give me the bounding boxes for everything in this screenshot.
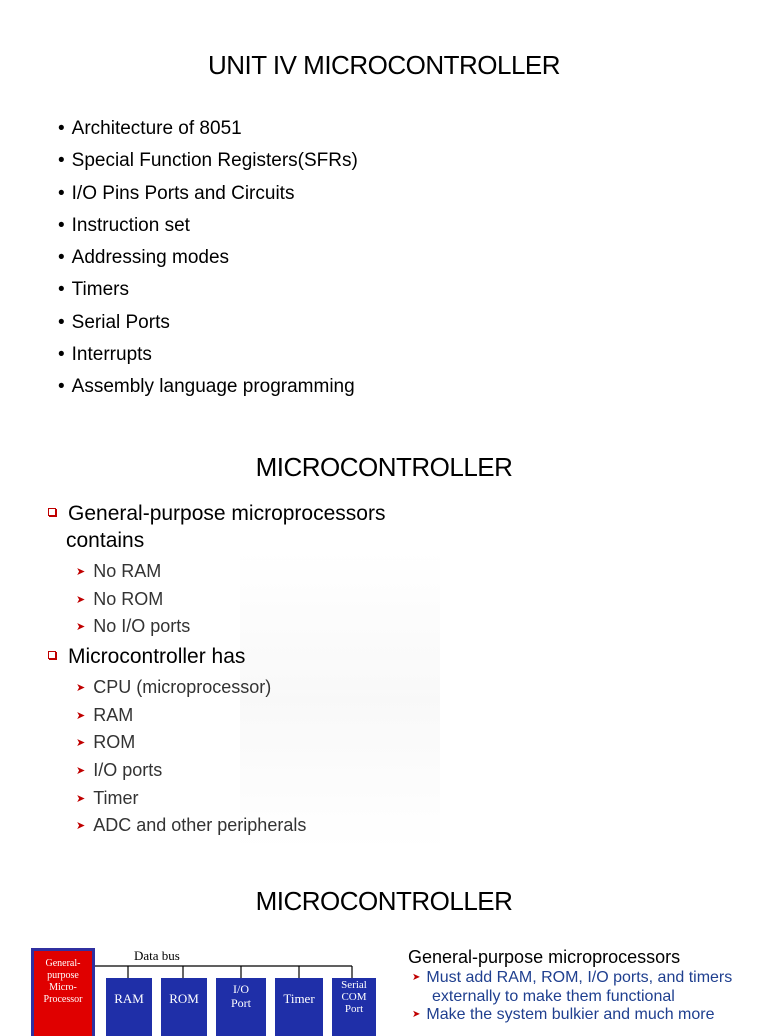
list-item: • Interrupts [58, 342, 358, 374]
notes-heading: General-purpose microprocessors [408, 947, 681, 967]
rom-block [161, 978, 207, 1036]
microprocessor-lacks-list [76, 560, 190, 643]
list-item: ➤ No ROM [76, 588, 164, 609]
list-item: ➤ Timer [76, 787, 139, 808]
list-item: ➤ ADC and other peripherals [76, 815, 307, 836]
list-item: • Architecture of 8051 [58, 116, 358, 148]
slide-title: MICROCONTROLLER [255, 452, 513, 482]
cpu-label-line: Processor [43, 994, 83, 1005]
cpu-label-line: General- [45, 958, 81, 969]
arrow-bullet-icon: ➤ [76, 682, 86, 694]
list-item: ➤ No RAM [76, 561, 162, 581]
list-item: ➤ Make the system bulkier and much more [412, 1006, 715, 1023]
block-label: Serial [341, 979, 367, 991]
timer-block [275, 978, 323, 1036]
arrow-bullet-icon: ➤ [412, 972, 421, 983]
list-item: • I/O Pins Ports and Circuits [58, 181, 358, 213]
cpu-label-line: purpose [47, 970, 79, 981]
list-item: • Instruction set [58, 213, 358, 245]
list-item: • Timers [58, 277, 358, 309]
slide-microcontroller-definition [0, 430, 768, 860]
topic-list [58, 116, 358, 407]
block-label: Timer [283, 991, 315, 1006]
block-label: COM [341, 991, 367, 1003]
list-item: ➤ No I/O ports [76, 616, 191, 637]
list-item: ➤ RAM [76, 704, 134, 725]
list-item: ➤ Must add RAM, ROM, I/O ports, and timers externally to make them functional [412, 969, 733, 1005]
group-heading-microprocessor: General-purpose microprocessors [48, 500, 385, 527]
arrow-bullet-icon: ➤ [76, 566, 86, 578]
block-label: Port [344, 1003, 364, 1015]
arrow-bullet-icon: ➤ [76, 765, 86, 778]
list-item: ➤ ROM [76, 732, 136, 753]
list-item: • Addressing modes [58, 245, 358, 277]
microprocessor-system-diagram [28, 946, 378, 1036]
square-bullet-icon [48, 651, 56, 659]
block-label: ROM [169, 991, 199, 1006]
cpu-label-line: Micro- [49, 982, 77, 993]
list-item: ➤ I/O ports [76, 760, 163, 781]
block-label: I/O [233, 982, 249, 996]
arrow-bullet-icon: ➤ [412, 1009, 421, 1020]
ram-block [106, 978, 152, 1036]
slide-unit-overview [0, 0, 768, 430]
block-label: RAM [114, 991, 144, 1006]
group-heading-continuation: contains [66, 529, 145, 552]
group-heading-microcontroller: Microcontroller has [48, 643, 245, 670]
list-item: • Special Function Registers(SFRs) [58, 148, 358, 180]
list-item: • Serial Ports [58, 310, 358, 342]
slide-title: MICROCONTROLLER [255, 886, 513, 916]
arrow-bullet-icon: ➤ [76, 709, 86, 722]
arrow-bullet-icon: ➤ [76, 621, 86, 634]
block-label: Port [230, 996, 252, 1010]
arrow-bullet-icon: ➤ [76, 737, 86, 750]
data-bus-label: Data bus [134, 948, 180, 963]
slide-microprocessor-system [0, 860, 768, 1024]
slide-title: UNIT IV MICROCONTROLLER [207, 50, 561, 80]
list-item: ➤ CPU (microprocessor) [76, 677, 272, 697]
arrow-bullet-icon: ➤ [76, 792, 86, 805]
arrow-bullet-icon: ➤ [76, 593, 86, 606]
square-bullet-icon [48, 508, 56, 516]
microprocessor-notes [408, 946, 768, 1025]
list-item: • Assembly language programming [58, 374, 358, 406]
microcontroller-has-list [76, 676, 306, 842]
arrow-bullet-icon: ➤ [76, 820, 86, 833]
